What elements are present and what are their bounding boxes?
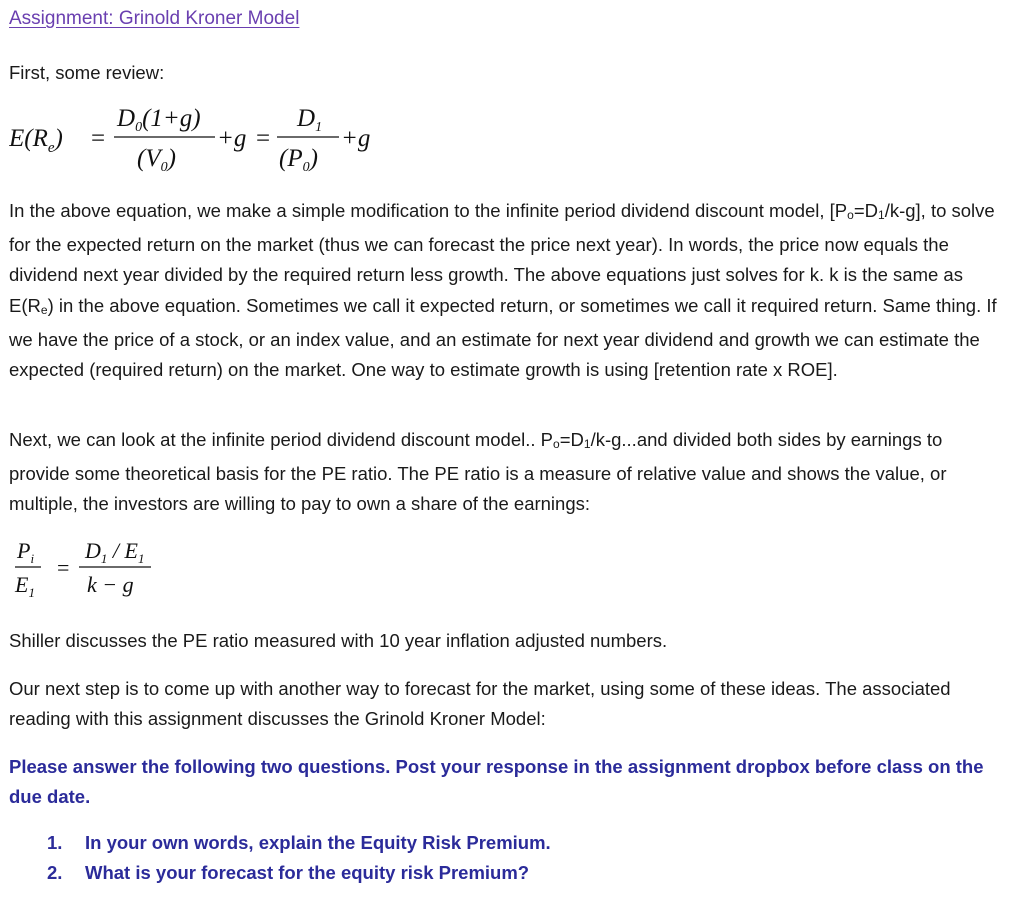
paragraph-next-step: Our next step is to come up with another way to forecast for the market, using some of these ideas. The associated reading with this assignment discusses the Grinold Kroner Model:: [9, 678, 951, 730]
question-item: 2. What is your forecast for the equity risk Premium?: [47, 862, 530, 884]
review-label: First, some review:: [9, 62, 165, 83]
eq1-plus-g-2: +g: [341, 125, 371, 152]
paragraph-pe-ratio: Next, we can look at the infinite period dividend discount model.. $P_o=D_1/k-g...and$ divided both sides by earnings to provide some theoretical basis for the PE ratio. The PE ratio is a measure of relative value and shows the value, or multiple, the investors are willing to pay to own a share of the earnings:: [9, 429, 947, 515]
pe-ratio-equation: [9, 532, 189, 609]
question-item: 1. In your own words, explain the Equity Risk Premium.: [47, 832, 551, 853]
eq2-numerator: $P_i$: [17, 538, 35, 566]
questions-list: [47, 828, 551, 888]
instructions-paragraph: Please answer the following two questions. Post your response in the assignment dropbox before class on the due date.: [9, 756, 984, 808]
eq2-equals: =: [57, 555, 70, 580]
eq1-equals-2: =: [256, 125, 271, 152]
eq1-denominator-1: $(V_0)$: [137, 145, 176, 175]
paragraph-shiller: Shiller discusses the PE ratio measured with 10 year inflation adjusted numbers.: [9, 630, 668, 651]
expected-return-equation: [9, 96, 409, 187]
eq2-denominator: $E_1$: [15, 572, 35, 600]
eq2-right-numerator: $D_1 / E_1$: [85, 538, 145, 566]
paragraph-ddm-explanation: In the above equation, we make a simple modification to the infinite period dividend discount model, $[P_o=D_1/k-g]$, to solve for the expected return on the market (thus we can forecast the price next year). In words, the price now equals the dividend next year divided by the required return less growth. The above equations just solves for k. k is the same as $E(R_e)$ in the above equation. Sometimes we call it expected return, or sometimes we call it required return. Same thing. If we have the price of a stock, or an index value, and an estimate for next year dividend and growth we can estimate the expected (required return) on the market. One way to estimate growth is using [retention rate x ROE].: [9, 200, 997, 381]
eq1-equals: =: [91, 125, 106, 152]
assignment-title[interactable]: Assignment: Grinold Kroner Model: [9, 8, 300, 29]
eq1-plus-g-1: +g: [217, 125, 247, 152]
eq1-numerator-1: $D_0(1+g)$: [117, 105, 201, 135]
eq2-right-denominator: k − g: [87, 572, 134, 597]
eq1-lhs: $E(R_e)$: [9, 125, 63, 156]
eq1-numerator-2: $D_1$: [297, 105, 323, 135]
eq1-denominator-2: $(P_0)$: [279, 145, 318, 175]
